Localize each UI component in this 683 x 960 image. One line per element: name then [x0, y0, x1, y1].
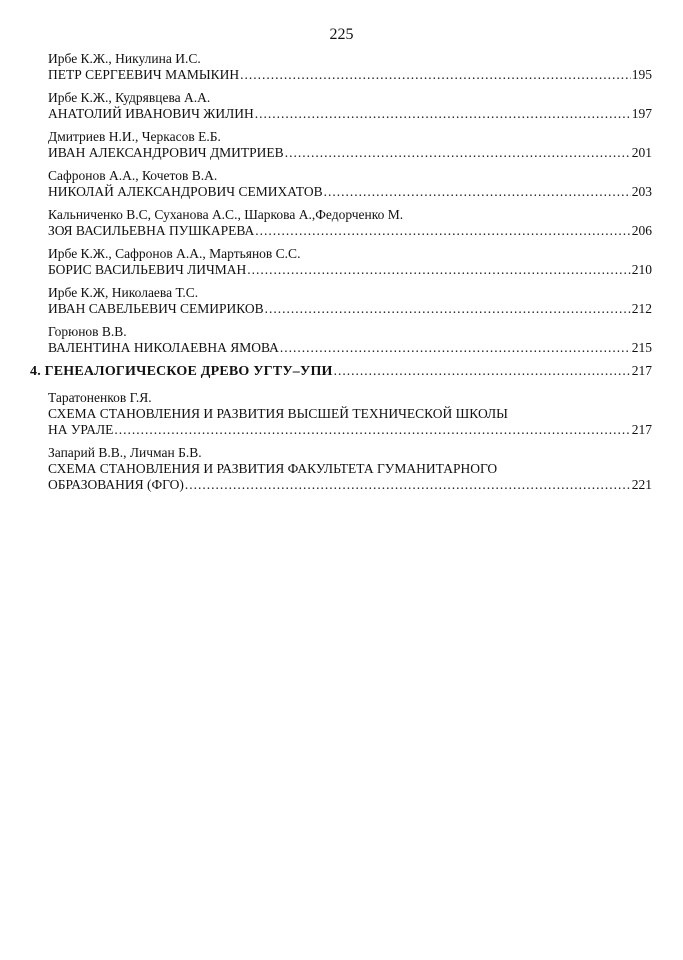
toc-entry	[48, 390, 652, 438]
entry-title: ПЕТР СЕРГЕЕВИЧ МАМЫКИН	[48, 67, 240, 82]
entry-authors: Горюнов В.В.	[48, 324, 127, 339]
toc-entry	[48, 51, 652, 83]
table-of-contents	[30, 51, 652, 500]
entry-authors: Таратоненков Г.Я.	[48, 390, 152, 405]
entry-title-line	[48, 340, 652, 356]
entry-title: СХЕМА СТАНОВЛЕНИЯ И РАЗВИТИЯ ФАКУЛЬТЕТА ГУМАНИТАРНОГО	[48, 461, 498, 476]
entry-title-line	[48, 223, 652, 239]
entry-page-number: 197	[631, 106, 652, 121]
toc-entry	[48, 90, 652, 122]
entry-page-number: 195	[631, 67, 652, 82]
entry-title-line	[48, 67, 652, 83]
entry-page-number: 203	[631, 184, 652, 199]
entry-title-continuation: ОБРАЗОВАНИЯ (ФГО)	[48, 477, 184, 492]
entry-authors: Кальниченко В.С, Суханова А.С., Шаркова А.,Федорченко М.	[48, 207, 404, 222]
dot-leader	[240, 67, 631, 83]
entry-title: НИКОЛАЙ АЛЕКСАНДРОВИЧ СЕМИХАТОВ	[48, 184, 323, 199]
toc-entry	[48, 129, 652, 161]
entry-title-continuation: НА УРАЛЕ	[48, 422, 114, 437]
dot-leader	[255, 106, 631, 122]
entry-title-line	[48, 184, 652, 200]
entry-title: ИВАН САВЕЛЬЕВИЧ СЕМИРИКОВ	[48, 301, 264, 316]
toc-entry	[48, 168, 652, 200]
entry-page-number: 217	[631, 422, 652, 437]
section-page-number: 217	[631, 363, 652, 378]
toc-entry	[48, 445, 652, 493]
entry-authors: Запарий В.В., Личман Б.В.	[48, 445, 202, 460]
entry-authors: Ирбе К.Ж., Кудрявцева А.А.	[48, 90, 211, 105]
toc-entry	[48, 324, 652, 356]
entry-authors: Ирбе К.Ж., Никулина И.С.	[48, 51, 201, 66]
page-number: 225	[329, 26, 354, 43]
dot-leader	[334, 363, 631, 379]
toc-entry	[48, 207, 652, 239]
dot-leader	[247, 262, 630, 278]
dot-leader	[324, 184, 631, 200]
dot-leader	[280, 340, 631, 356]
entry-title-line	[48, 106, 652, 122]
toc-entry	[48, 246, 652, 278]
entry-page-number: 212	[631, 301, 652, 316]
entry-title: АНАТОЛИЙ ИВАНОВИЧ ЖИЛИН	[48, 106, 254, 121]
entry-title: СХЕМА СТАНОВЛЕНИЯ И РАЗВИТИЯ ВЫСШЕЙ ТЕХНИЧЕСКОЙ ШКОЛЫ	[48, 406, 508, 421]
entry-page-number: 201	[631, 145, 652, 160]
entry-page-number: 221	[631, 477, 652, 492]
section-title: 4. ГЕНЕАЛОГИЧЕСКОЕ ДРЕВО УГТУ–УПИ	[30, 364, 333, 379]
dot-leader	[285, 145, 631, 161]
dot-leader	[185, 477, 631, 493]
entry-title-line	[48, 145, 652, 161]
entry-title-line	[48, 301, 652, 317]
dot-leader	[114, 422, 630, 438]
toc-entry	[48, 285, 652, 317]
entry-title: ЗОЯ ВАСИЛЬЕВНА ПУШКАРЕВА	[48, 223, 255, 238]
entry-page-number: 210	[631, 262, 652, 277]
section-heading	[30, 363, 652, 380]
entry-title-line	[48, 477, 652, 493]
entry-page-number: 215	[631, 340, 652, 355]
entry-authors: Ирбе К.Ж, Николаева Т.С.	[48, 285, 199, 300]
entry-title: ИВАН АЛЕКСАНДРОВИЧ ДМИТРИЕВ	[48, 145, 284, 160]
entry-title: ВАЛЕНТИНА НИКОЛАЕВНА ЯМОВА	[48, 340, 279, 355]
entry-title-line	[48, 422, 652, 438]
entry-authors: Сафронов А.А., Кочетов В.А.	[48, 168, 218, 183]
entry-title: БОРИС ВАСИЛЬЕВИЧ ЛИЧМАН	[48, 262, 247, 277]
entry-page-number: 206	[631, 223, 652, 238]
dot-leader	[265, 301, 631, 317]
entry-title-line	[48, 262, 652, 278]
dot-leader	[255, 223, 630, 239]
entry-authors: Дмитриев Н.И., Черкасов Е.Б.	[48, 129, 221, 144]
entry-authors: Ирбе К.Ж., Сафронов А.А., Мартьянов С.С.	[48, 246, 301, 261]
